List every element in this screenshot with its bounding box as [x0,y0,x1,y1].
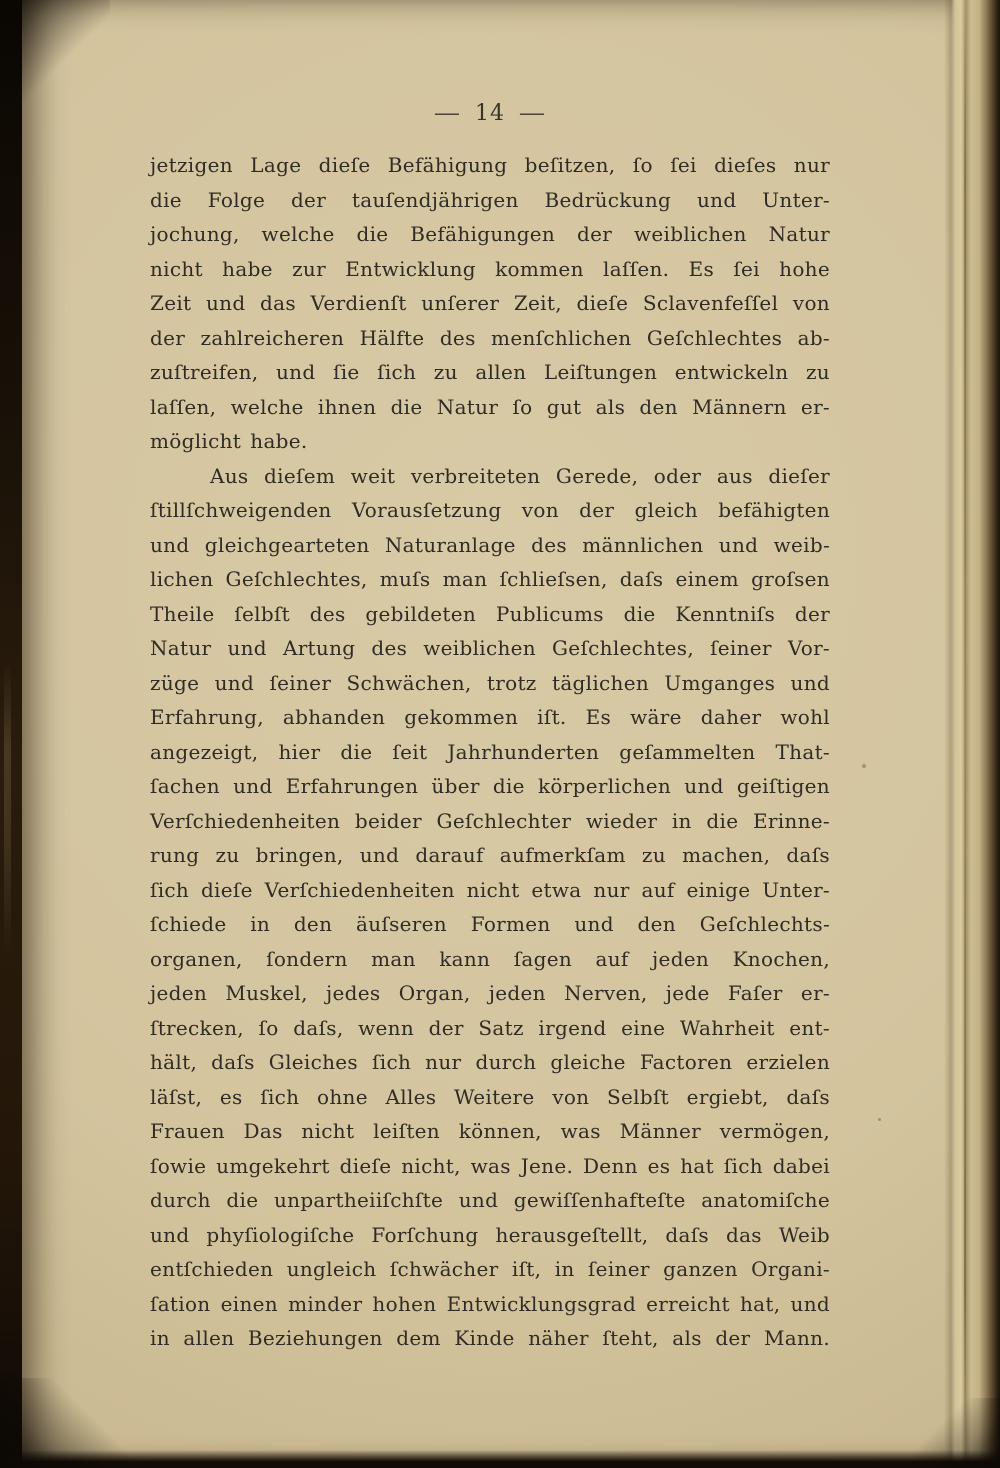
text-line: und phyſiologiſche Forſchung herausgeſtellt, daſs das Weib [150,1222,830,1247]
text-line: angezeigt, hier die ſeit Jahrhunderten geſammelten That- [150,739,830,764]
page-number [150,98,830,128]
text-line: ſachen und Erfahrungen über die körperlichen und geiſtigen [150,774,830,798]
page-number-value: 14 [475,100,505,126]
text-line: jochung, welche die Befähigungen der weiblichen Natur [150,222,830,246]
paragraph [150,459,830,1356]
page-speck [878,1118,881,1121]
text-line: die Folge der tauſendjährigen Bedrückung und Unter- [150,187,830,212]
text-line: laſſen, welche ihnen die Natur ſo gut als den Männern er- [150,394,830,419]
page-content [150,98,830,1356]
text-line: in allen Beziehungen dem Kinde näher ſteht, als der Mann. [150,1326,830,1350]
text-line: Verſchiedenheiten beider Geſchlechter wieder in die Erinne- [150,808,830,833]
text-line: ſtillſchweigenden Vorausſetzung von der gleich befähigten [150,498,830,522]
text-line: hält, daſs Gleiches ſich nur durch gleiche Factoren erzielen [150,1050,830,1074]
text-line: lichen Geſchlechtes, muſs man ſchlieſsen, daſs einem groſsen [150,567,830,591]
text-line: und gleichgearteten Naturanlage des männlichen und weib- [150,532,830,557]
text-line: jeden Muskel, jedes Organ, jeden Nerven, jede Faſer er- [150,981,830,1005]
text-line: züge und ſeiner Schwächen, trotz täglichen Umganges und [150,670,830,695]
page-speck [862,764,866,768]
page-number-dash-right: — [518,100,547,126]
binding-wear-mark [4,660,11,960]
text-line: Aus dieſem weit verbreiteten Gerede, oder aus dieſer [210,463,830,488]
text-line: zuſtreifen, und ſie ſich zu allen Leiſtungen entwickeln zu [150,360,830,384]
text-line: ſchiede in den äuſseren Formen und den Geſchlechts- [150,912,830,936]
text-line: Zeit und das Verdienſt unſerer Zeit, dieſe Sclavenfeſſel von [150,291,830,315]
text-line: Natur und Artung des weiblichen Geſchlechtes, ſeiner Vor- [150,636,830,660]
text-line: durch die unpartheiiſchſte und gewiſſenhafteſte anatomiſche [150,1188,830,1212]
text-line: Erfahrung, abhanden gekommen iſt. Es wäre daher wohl [150,705,830,729]
text-line: Frauen Das nicht leiſten können, was Männer vermögen, [150,1119,830,1143]
text-line: der zahlreicheren Hälfte des menſchlichen Geſchlechtes ab- [150,325,830,350]
text-line: entſchieden ungleich ſchwächer iſt, in ſeiner ganzen Organi- [150,1257,830,1281]
text-line: organen, ſondern man kann ſagen auf jeden Knochen, [150,946,830,971]
text-line: ſowie umgekehrt dieſe nicht, was Jene. Denn es hat ſich dabei [150,1153,830,1178]
text-line: möglicht habe. [150,429,308,453]
text-line: rung zu bringen, und darauf aufmerkſam zu machen, daſs [150,843,830,867]
page-edge-stack [944,0,1000,1468]
text-line: nicht habe zur Entwicklung kommen laſſen. Es ſei hohe [150,256,830,281]
text-block [150,148,830,1356]
text-line: ſtrecken, ſo daſs, wenn der Satz irgend eine Wahrheit ent- [150,1015,830,1040]
page-number-dash-left: — [433,100,462,126]
text-line: läſst, es ſich ohne Alles Weitere von Selbſt ergiebt, daſs [150,1084,830,1109]
text-line: Theile ſelbſt des gebildeten Publicums die Kenntniſs der [150,601,830,626]
paragraph [150,148,830,459]
text-line: ſation einen minder hohen Entwicklungsgrad erreicht hat, und [150,1291,830,1316]
text-line: ſich dieſe Verſchiedenheiten nicht etwa nur auf einige Unter- [150,877,830,902]
text-line: jetzigen Lage dieſe Befähigung beſitzen, ſo ſei dieſes nur [150,153,830,177]
